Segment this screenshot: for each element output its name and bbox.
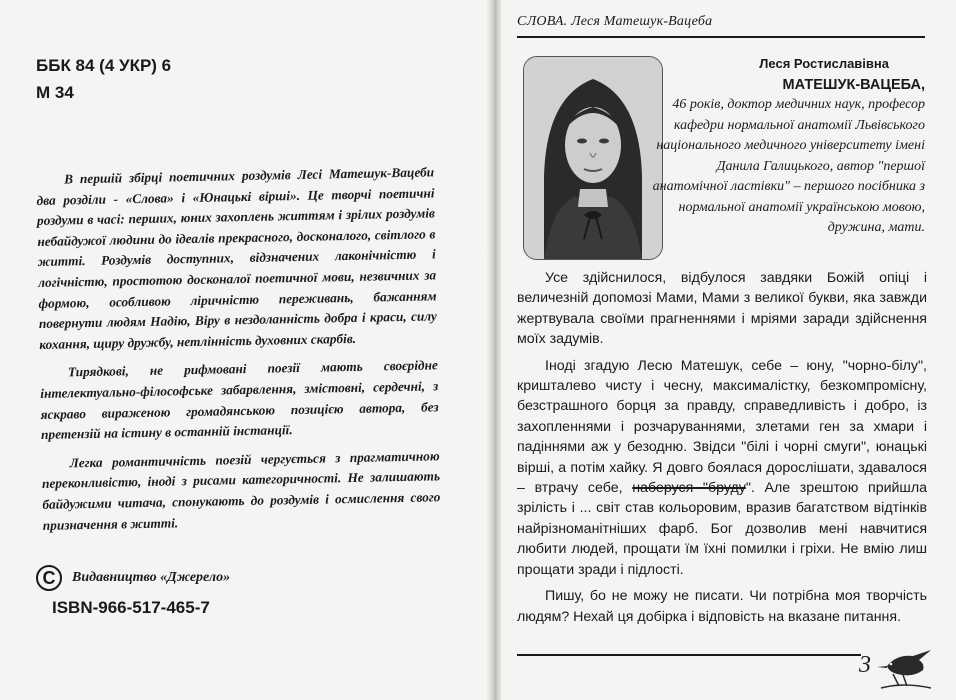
header-rule bbox=[517, 36, 925, 38]
page-number: 3 bbox=[859, 652, 871, 678]
footer-rule bbox=[517, 654, 861, 656]
isbn: ISBN-966-517-465-7 bbox=[52, 598, 210, 617]
author-surname: МАТЕШУК-ВАЦЕБА, bbox=[782, 76, 925, 93]
author-bio bbox=[652, 54, 925, 239]
abstract-paragraph: Тирядкові, не рифмовані поезії мають своєрідне інтелектуально-філософське забарвлення, змістовні, сердечні, з яскраво вираженою громадянською позицією автора, без претензій на істину в останній інстанції. bbox=[40, 357, 439, 443]
right-page bbox=[501, 0, 956, 700]
running-head: СЛОВА. Леся Матешук-Вацеба bbox=[517, 14, 713, 29]
bbk-classification bbox=[36, 52, 171, 106]
copyright-icon: C bbox=[36, 565, 62, 591]
publisher-name: Видавництво «Джерело» bbox=[72, 570, 231, 585]
struck-text: наберуся "бруду bbox=[632, 480, 746, 497]
author-given-name: Леся Ростиславівна bbox=[759, 56, 889, 71]
preface-paragraph: Усе здійснилося, відбулося завдяки Божій опіці і величезній допомозі Мами, Мами з великої букви, яка завжди жертвувала своїми прагненнями і мріями заради здійснення моїх задумів. bbox=[517, 270, 927, 348]
preface-text bbox=[517, 268, 927, 633]
preface-paragraph bbox=[517, 356, 927, 580]
publisher-line bbox=[36, 565, 230, 591]
abstract-paragraph: Легка романтичність поезій чергується з прагматичною переконливістю, іноді з рисами категоричності. Не залишають байдужими читача, спонукають до роздумів і осмислення свого призначення в житті. bbox=[41, 448, 441, 533]
preface-paragraph: Пишу, бо не можу не писати. Чи потрібна моя творчість людям? Нехай ця добірка і відповість на вказане питання. bbox=[517, 588, 927, 625]
paragraph-text: Іноді згадую Лесю Матешук, себе – юну, "чорно-білу", кришталево чисту і чесну, максималістку, безкомпромісну, безстрашного борця за правду, справедливість і добро, із захопленнями і розчаруваннями, злетами ген за хмари і падіннями аж у безодню. Звідси "білі і чорні смуги", юнацькі вірші, а потім хайку. Я довго боялася дорослішати, здавалося – втрачу себе, bbox=[517, 357, 927, 497]
abstract bbox=[36, 162, 441, 544]
abstract-paragraph: В першій збірці поетичних роздумів Лесі Матешук-Вацеби два розділи - «Слова» і «Юнацькі вірші». Це творчі поетичні роздуми в часі: перших, юних захоплень життям і зрілих роздумів небайдужої людини до ідеалів прекрасного, досконалого, світлого в житті. Роздумів доступних, відзначених лаконічністю і логічністю, простотою досконалої поетичної мови, незвичних за формою, особливою ліричністю переживань, бажанням повернути людям Надію, Віру в нездоланність добра і краси, силу кохання, щиру дружбу, нетлінність духовних скарбів. bbox=[36, 164, 438, 352]
author-mark: М 34 bbox=[36, 83, 74, 102]
book-gutter bbox=[487, 0, 501, 700]
portrait-illustration bbox=[524, 57, 662, 259]
paragraph-text: ". Але зрештою прийшла зрілість і ... світ став кольоровим, вразив багатством відтінків найрізноманітніших фарб. Бог дозволив мені навчитися любити людей, прощати їм їхні помилки і гріхи. Не вмію лиш прощати зради і підлості. bbox=[517, 480, 927, 578]
author-portrait bbox=[523, 56, 663, 260]
swallow-icon bbox=[873, 640, 935, 692]
bbk-code: ББК 84 (4 УКР) 6 bbox=[36, 56, 172, 75]
author-description: 46 років, доктор медичних наук, професор кафедри нормальної анатомії Львівського національного медичного університету імені Данила Галицького, автор "першої анатомічної ластівки" – першого посібника з нормальної анатомії українською мовою, дружина, мати. bbox=[652, 97, 925, 235]
